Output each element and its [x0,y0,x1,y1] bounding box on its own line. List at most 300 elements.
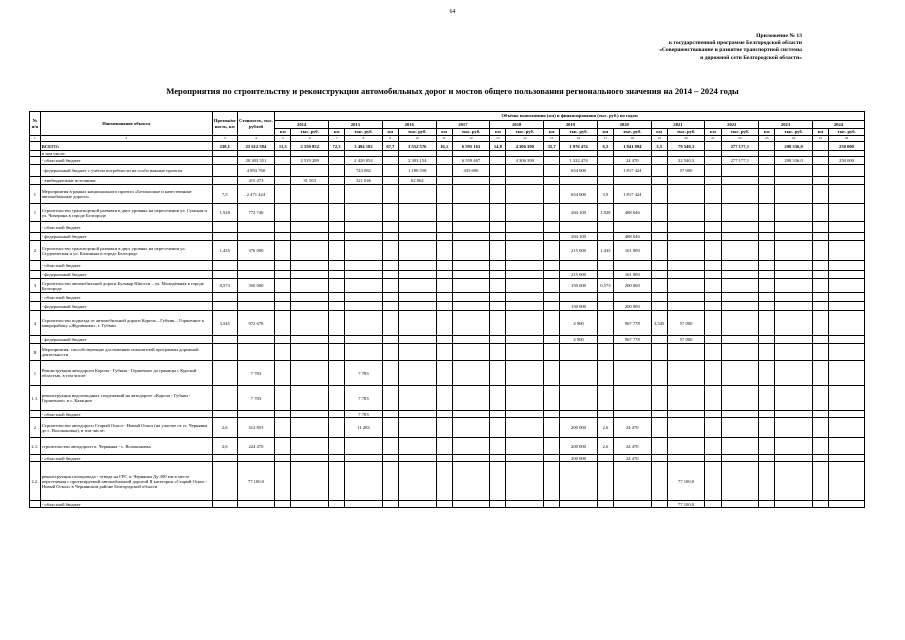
cell-km [436,293,452,302]
cell-rub [291,233,329,241]
cell-rub [613,411,651,418]
cell-km [275,233,291,241]
cell-rub [560,386,598,411]
cell-rub [775,177,813,185]
cell-km [275,302,291,311]
cell-rub [345,261,383,271]
row-number [30,142,41,151]
cell-rub [829,302,865,311]
cell-rub [775,462,813,501]
cell-rub [452,204,490,222]
cell-km [329,293,345,302]
cell-rub: 6 559 467 [452,157,490,165]
cell-km [544,271,560,279]
cell-km [651,336,667,344]
cell-km [382,302,398,311]
row-length [212,344,237,361]
cell-km [705,142,721,151]
cell-km: 35,7 [544,142,560,151]
row-length: 3,545 [212,311,237,336]
cell-rub [721,418,759,438]
table-row [30,344,865,361]
cell-km [759,204,775,222]
cell-km [382,165,398,177]
cell-rub: 215 000 [560,271,598,279]
cell-rub [721,293,759,302]
cell-rub [721,455,759,462]
row-length [212,411,237,418]
cell-rub [506,241,544,261]
header-unit-km: км [651,129,667,136]
row-cost [237,293,275,302]
cell-rub [398,361,436,386]
cell-km [759,293,775,302]
cell-rub [829,177,865,185]
cell-rub [775,293,813,302]
row-name: - областной бюджет [40,157,212,165]
cell-rub [452,185,490,204]
column-index: 7 [329,136,345,142]
cell-rub [667,455,705,462]
column-index: 16 [560,136,598,142]
cell-km [275,344,291,361]
cell-rub: 298 336,0 [775,142,813,151]
cell-rub [452,222,490,233]
cell-km [382,204,398,222]
cell-rub: 4 900 [560,311,598,336]
cell-km [490,418,506,438]
cell-rub [775,344,813,361]
row-name: - областной бюджет [40,293,212,302]
cell-rub: 24 470 [613,455,651,462]
cell-rub [829,204,865,222]
cell-km [382,241,398,261]
cell-km [651,302,667,311]
cell-rub: 250 000 [829,157,865,165]
cell-km [705,462,721,501]
cell-km [544,302,560,311]
cell-km [490,344,506,361]
cell-km [382,311,398,336]
row-cost: 224 470 [237,438,275,455]
cell-rub [613,177,651,185]
cell-rub [398,261,436,271]
cell-rub [506,204,544,222]
cell-rub [775,411,813,418]
cell-km [275,361,291,386]
row-number: 1 [30,204,41,222]
cell-rub [613,501,651,508]
cell-km [812,271,828,279]
cell-rub [291,204,329,222]
table-row [30,279,865,293]
header-unit-rub: тыс. руб. [560,129,598,136]
row-name: Мероприятия в рамках национального проекта «Безопасные и качественные автомобильные дороги» [40,185,212,204]
cell-rub [345,438,383,455]
row-name: - внебюджетные источники [40,177,212,185]
cell-rub [560,344,598,361]
row-length: 2,6 [212,438,237,455]
cell-km [759,142,775,151]
header-year: 2018 [490,121,544,129]
cell-rub [506,271,544,279]
cell-km [812,438,828,455]
cell-rub [506,361,544,386]
cell-km [275,455,291,462]
row-name: Реконструкция автодороги Короча - Губкин - Горшечное до границы с Курской областью, в том числе: [40,361,212,386]
row-number [30,271,41,279]
cell-rub [560,177,598,185]
cell-rub: 488 646 [613,204,651,222]
cell-rub: 57 000 [667,311,705,336]
cell-km [490,336,506,344]
cell-rub [775,455,813,462]
header-unit-rub: тыс. руб. [775,129,813,136]
cell-rub [506,344,544,361]
row-cost [237,222,275,233]
cell-rub: 77 100,0 [667,462,705,501]
cell-rub: 161 000 [613,241,651,261]
cell-km [597,455,613,462]
cell-km [275,157,291,165]
cell-km [275,293,291,302]
cell-km [490,177,506,185]
cell-km [651,261,667,271]
cell-rub [775,418,813,438]
column-index: 6 [291,136,329,142]
cell-km [544,361,560,386]
table-row [30,462,865,501]
cell-rub [398,462,436,501]
cell-km [812,233,828,241]
cell-km [490,204,506,222]
cell-km [597,157,613,165]
cell-km [329,361,345,386]
cell-rub [775,438,813,455]
cell-rub: 1 817 424 [613,185,651,204]
cell-rub [345,344,383,361]
cell-rub [291,411,329,418]
table-row [30,185,865,204]
cell-km [275,411,291,418]
cell-rub [345,204,383,222]
cell-km [705,501,721,508]
cell-km [651,462,667,501]
cell-rub [345,271,383,279]
cell-rub [613,222,651,233]
cell-km [759,418,775,438]
cell-km [759,177,775,185]
row-number: 2 [30,418,41,438]
cell-rub [721,361,759,386]
cell-rub [452,344,490,361]
cell-rub [398,455,436,462]
row-length [212,261,237,271]
cell-km [490,386,506,411]
cell-km [436,455,452,462]
cell-km [275,271,291,279]
cell-rub [775,233,813,241]
cell-km [382,271,398,279]
cell-km [275,336,291,344]
cell-rub: 6 595 163 [452,142,490,151]
cell-rub [775,165,813,177]
cell-rub [291,462,329,501]
row-name: - федеральный бюджет [40,336,212,344]
cell-km [705,311,721,336]
cell-rub: 150 000 [560,302,598,311]
cell-rub [291,165,329,177]
cell-rub [829,165,865,177]
cell-rub: 150 000 [560,279,598,293]
column-index: 5 [275,136,291,142]
cell-rub [667,185,705,204]
cell-km [544,241,560,261]
cell-km [436,222,452,233]
cell-rub: 2 420 054 [345,157,383,165]
table-row [30,233,865,241]
cell-rub [291,501,329,508]
cell-km [275,222,291,233]
cell-rub [398,279,436,293]
row-name: - областной бюджет [40,411,212,418]
cell-km: 3,9 [597,185,613,204]
cell-rub [345,501,383,508]
cell-km [436,204,452,222]
cell-km [705,261,721,271]
row-cost: 772 746 [237,204,275,222]
cell-km [651,233,667,241]
cell-km [759,455,775,462]
cell-km [490,233,506,241]
cell-rub: 321 046 [345,177,383,185]
column-index: 21 [705,136,721,142]
cell-km [329,418,345,438]
cell-rub [452,293,490,302]
cell-rub [345,293,383,302]
cell-rub [398,418,436,438]
cell-km [759,222,775,233]
cell-rub [721,185,759,204]
table-row [30,204,865,222]
cell-km [705,336,721,344]
cell-rub [721,386,759,411]
cell-km [329,411,345,418]
cell-km [544,233,560,241]
cell-km [382,411,398,418]
cell-rub [345,279,383,293]
cell-km: 3,545 [651,311,667,336]
cell-rub [829,455,865,462]
column-index: 11 [436,136,452,142]
cell-rub [398,233,436,241]
cell-km [382,361,398,386]
row-length [212,293,237,302]
cell-km [544,165,560,177]
cell-rub [345,241,383,261]
cell-rub [829,241,865,261]
cell-km [275,261,291,271]
cell-km [382,455,398,462]
row-cost: 972 678 [237,311,275,336]
row-number [30,233,41,241]
header-unit-rub: тыс. руб. [345,129,383,136]
cell-rub [775,204,813,222]
header-unit-km: км [544,129,560,136]
cell-km [275,204,291,222]
cell-km [436,438,452,455]
cell-km [651,165,667,177]
cell-rub [721,344,759,361]
cell-km [436,233,452,241]
row-number [30,261,41,271]
cell-km [812,165,828,177]
cell-km [490,311,506,336]
cell-rub [452,311,490,336]
cell-km [436,241,452,261]
row-cost: 350 000 [237,279,275,293]
cell-rub [452,177,490,185]
cell-km [759,386,775,411]
cell-rub: 24 470 [613,418,651,438]
row-number [30,165,41,177]
cell-rub [452,361,490,386]
cell-rub: 2 519 289 [291,157,329,165]
appendix-note [542,33,802,62]
cell-km [705,361,721,386]
cell-rub [345,233,383,241]
cell-km [544,261,560,271]
cell-rub [452,501,490,508]
header-year: 2015 [329,121,383,129]
cell-km [382,177,398,185]
column-index: 17 [597,136,613,142]
row-number: 2.2. [30,462,41,501]
cell-rub [452,462,490,501]
cell-km [382,438,398,455]
cell-km [651,455,667,462]
cell-km [597,165,613,177]
cell-km [705,241,721,261]
cell-km [329,185,345,204]
cell-km [759,336,775,344]
cell-km [382,293,398,302]
cell-km [705,438,721,455]
row-cost [237,501,275,508]
cell-rub [721,177,759,185]
table-row [30,177,865,185]
cell-km [544,204,560,222]
cell-rub [398,438,436,455]
cell-km [275,279,291,293]
cell-rub [667,293,705,302]
cell-km [651,438,667,455]
cell-km [544,411,560,418]
cell-km [329,241,345,261]
cell-km [544,462,560,501]
header-year: 2020 [597,121,651,129]
cell-km [490,261,506,271]
row-number: 3 [30,279,41,293]
cell-rub: 4 900 [560,336,598,344]
cell-km [544,157,560,165]
cell-km [490,157,506,165]
column-index: 24 [775,136,813,142]
row-name: реконструкция водоотводных сооружений на автодороге «Короча - Губкин - Горшечное» в с. Казацкое [40,386,212,411]
cell-rub [345,302,383,311]
cell-km [544,279,560,293]
cell-rub [506,418,544,438]
cell-rub [452,336,490,344]
cell-rub [560,411,598,418]
cell-rub [613,361,651,386]
cell-rub [829,261,865,271]
cell-rub [398,386,436,411]
cell-rub [667,261,705,271]
cell-km [329,204,345,222]
cell-rub [291,438,329,455]
cell-km [329,462,345,501]
row-name: - федеральный бюджет [40,271,212,279]
cell-km: 0,573 [597,279,613,293]
cell-km [382,233,398,241]
row-cost: 312 853 [237,418,275,438]
cell-rub [291,311,329,336]
cell-rub [506,293,544,302]
cell-km [544,222,560,233]
cell-km [759,261,775,271]
cell-rub [775,386,813,411]
cell-km [275,462,291,501]
cell-km [651,293,667,302]
cell-km [759,344,775,361]
cell-km [544,177,560,185]
header-unit-km: км [436,129,452,136]
cell-km [544,293,560,302]
row-name: строительство автодороги п. Чернянка - с. Волоконовка [40,438,212,455]
cell-km [705,165,721,177]
cell-rub [506,311,544,336]
table-row [30,438,865,455]
cell-km [544,185,560,204]
cell-km [329,501,345,508]
cell-rub [560,222,598,233]
cell-rub: 200 000 [560,418,598,438]
row-length [212,386,237,411]
cell-km: 1,928 [597,204,613,222]
cell-rub [291,344,329,361]
cell-rub [667,418,705,438]
cell-km [705,177,721,185]
table-row [30,336,865,344]
cell-km: 1,435 [597,241,613,261]
cell-rub: 277 177,1 [721,157,759,165]
cell-rub: 161 000 [613,271,651,279]
cell-rub [775,279,813,293]
header-year: 2021 [651,121,705,129]
cell-rub [721,462,759,501]
column-index: 23 [759,136,775,142]
row-cost: 376 000 [237,241,275,261]
cell-rub [345,222,383,233]
cell-km [544,336,560,344]
cell-km: 16,1 [436,142,452,151]
cell-rub: 200 000 [560,455,598,462]
cell-rub [829,344,865,361]
cell-rub: 1 186 558 [398,165,436,177]
column-index: 10 [398,136,436,142]
cell-rub [345,185,383,204]
